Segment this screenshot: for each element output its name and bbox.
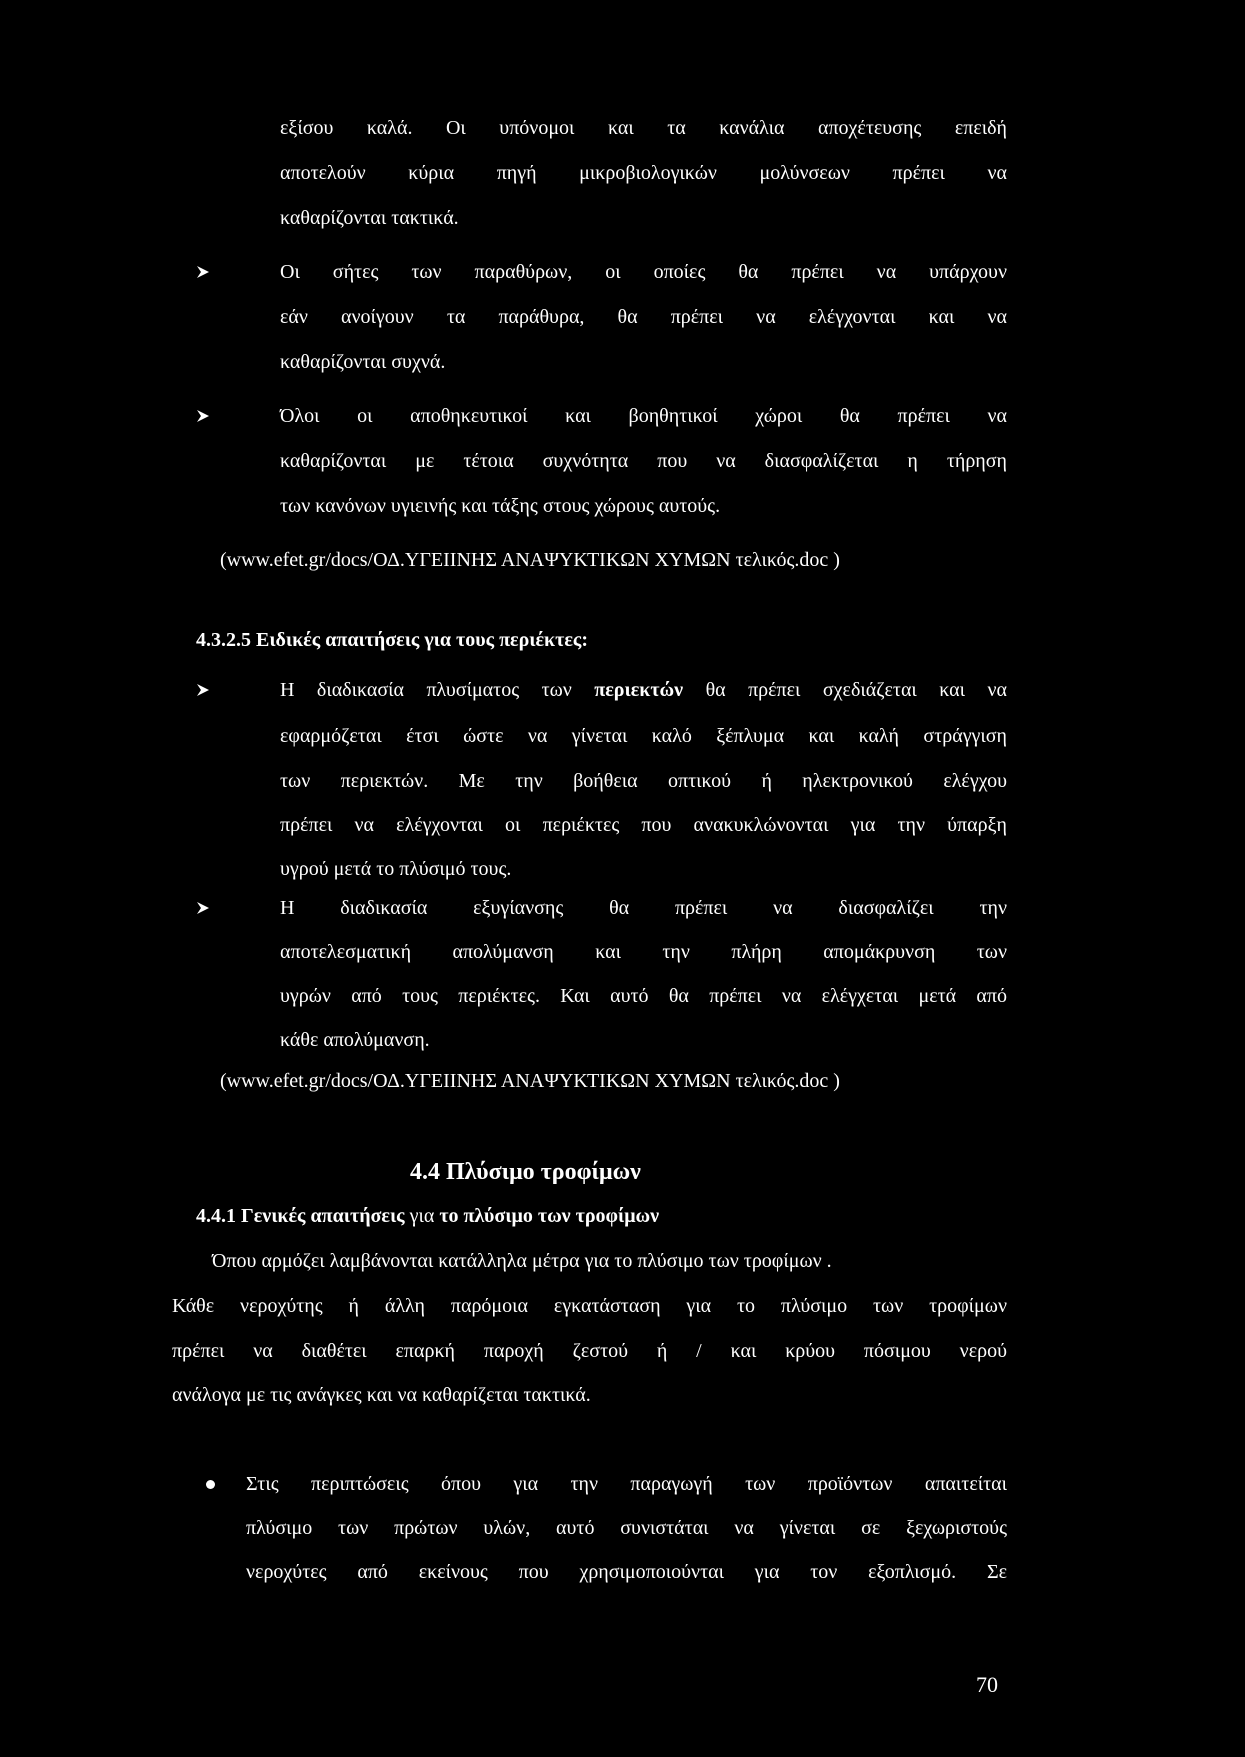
page-number: 70 [976,1672,998,1697]
bullet-line: Όλοι οι αποθηκευτικοί και βοηθητικοί χώροι θα πρέπει να [280,405,1007,427]
bullet-line: εφαρμόζεται έτσι ώστε να γίνεται καλό ξέπλυμα και καλή στράγγιση [280,725,1007,747]
paragraph-line: πρέπει να διαθέτει επαρκή παροχή ζεστού ή / και κρύου πόσιμου νερού [172,1340,1007,1362]
arrow-bullet-icon [196,265,210,279]
bullet-line: αποτελεσματική απολύμανση και την πλήρη απομάκρυνση των [280,941,1007,963]
bold-term: περιεκτών [594,679,684,701]
source-citation: (www.efet.gr/docs/ΟΔ.ΥΓΕΙΙΝΗΣ ΑΝΑΨΥΚΤΙΚΩΝ ΧΥΜΩΝ τελικός.doc ) [220,549,840,571]
bullet-line: Στις περιπτώσεις όπου για την παραγωγή των προϊόντων απαιτείται [246,1473,1007,1495]
subsection-heading [196,1206,659,1226]
bullet-line [280,680,1007,700]
arrow-bullet-icon [196,901,210,915]
paragraph-line: Όπου αρμόζει λαμβάνονται κατάλληλα μέτρα για το πλύσιμο των τροφίμων . [212,1250,832,1272]
section-title: Ειδικές απαιτήσεις για τους περιέκτες: [256,629,589,651]
section-number: 4.4 [410,1159,440,1185]
section-heading [410,1160,641,1184]
bullet-line: εάν ανοίγουν τα παράθυρα, θα πρέπει να ελέγχονται και να [280,306,1007,328]
section-title: Πλύσιμο τροφίμων [446,1159,641,1185]
bullet-line: πλύσιμο των πρώτων υλών, αυτό συνιστάται να γίνεται σε ξεχωριστούς [246,1517,1007,1539]
section-title: για [404,1205,440,1227]
text-span: θα πρέπει σχεδιάζεται και να [683,679,1007,701]
bullet-line: Οι σήτες των παραθύρων, οι οποίες θα πρέπει να υπάρχουν [280,261,1007,283]
bullet-line: Η διαδικασία εξυγίανσης θα πρέπει να διασφαλίζει την [280,897,1007,919]
paragraph-line: ανάλογα με τις ανάγκες και να καθαρίζεται τακτικά. [172,1384,591,1406]
arrow-bullet-icon [196,683,210,697]
source-citation: (www.efet.gr/docs/ΟΔ.ΥΓΕΙΙΝΗΣ ΑΝΑΨΥΚΤΙΚΩΝ ΧΥΜΩΝ τελικός.doc ) [220,1070,840,1092]
bullet-line: κάθε απολύμανση. [280,1029,430,1051]
paragraph-line: καθαρίζονται τακτικά. [280,207,459,229]
text-span: Η διαδικασία πλυσίματος των [280,679,595,701]
section-title: Γενικές απαιτήσεις [241,1205,405,1227]
bullet-line: των περιεκτών. Με την βοήθεια οπτικού ή ηλεκτρονικού ελέγχου [280,770,1007,792]
bullet-line: καθαρίζονται με τέτοια συχνότητα που να διασφαλίζεται η τήρηση [280,450,1007,472]
section-number: 4.4.1 [196,1205,236,1227]
paragraph-line: Κάθε νεροχύτης ή άλλη παρόμοια εγκατάσταση για το πλύσιμο των τροφίμων [172,1295,1007,1317]
arrow-bullet-icon [196,409,210,423]
section-number: 4.3.2.5 [196,629,251,651]
bullet-line: καθαρίζονται συχνά. [280,351,446,373]
section-heading [196,630,588,650]
paragraph-line: αποτελούν κύρια πηγή μικροβιολογικών μολύνσεων πρέπει να [280,162,1007,184]
bullet-line: υγρού μετά το πλύσιμό τους. [280,858,512,880]
bullet-dot-icon [206,1480,215,1489]
bullet-line: πρέπει να ελέγχονται οι περιέκτες που ανακυκλώνονται για την ύπαρξη [280,814,1007,836]
bullet-line: νεροχύτες από εκείνους που χρησιμοποιούνται για τον εξοπλισμό. Σε [246,1561,1007,1583]
bullet-line: των κανόνων υγιεινής και τάξης στους χώρους αυτούς. [280,495,721,517]
section-title: το πλύσιμο των τροφίμων [439,1205,660,1227]
bullet-line: υγρών από τους περιέκτες. Και αυτό θα πρέπει να ελέγχεται μετά από [280,985,1007,1007]
paragraph-line: εξίσου καλά. Οι υπόνομοι και τα κανάλια αποχέτευσης επειδή [280,117,1007,139]
